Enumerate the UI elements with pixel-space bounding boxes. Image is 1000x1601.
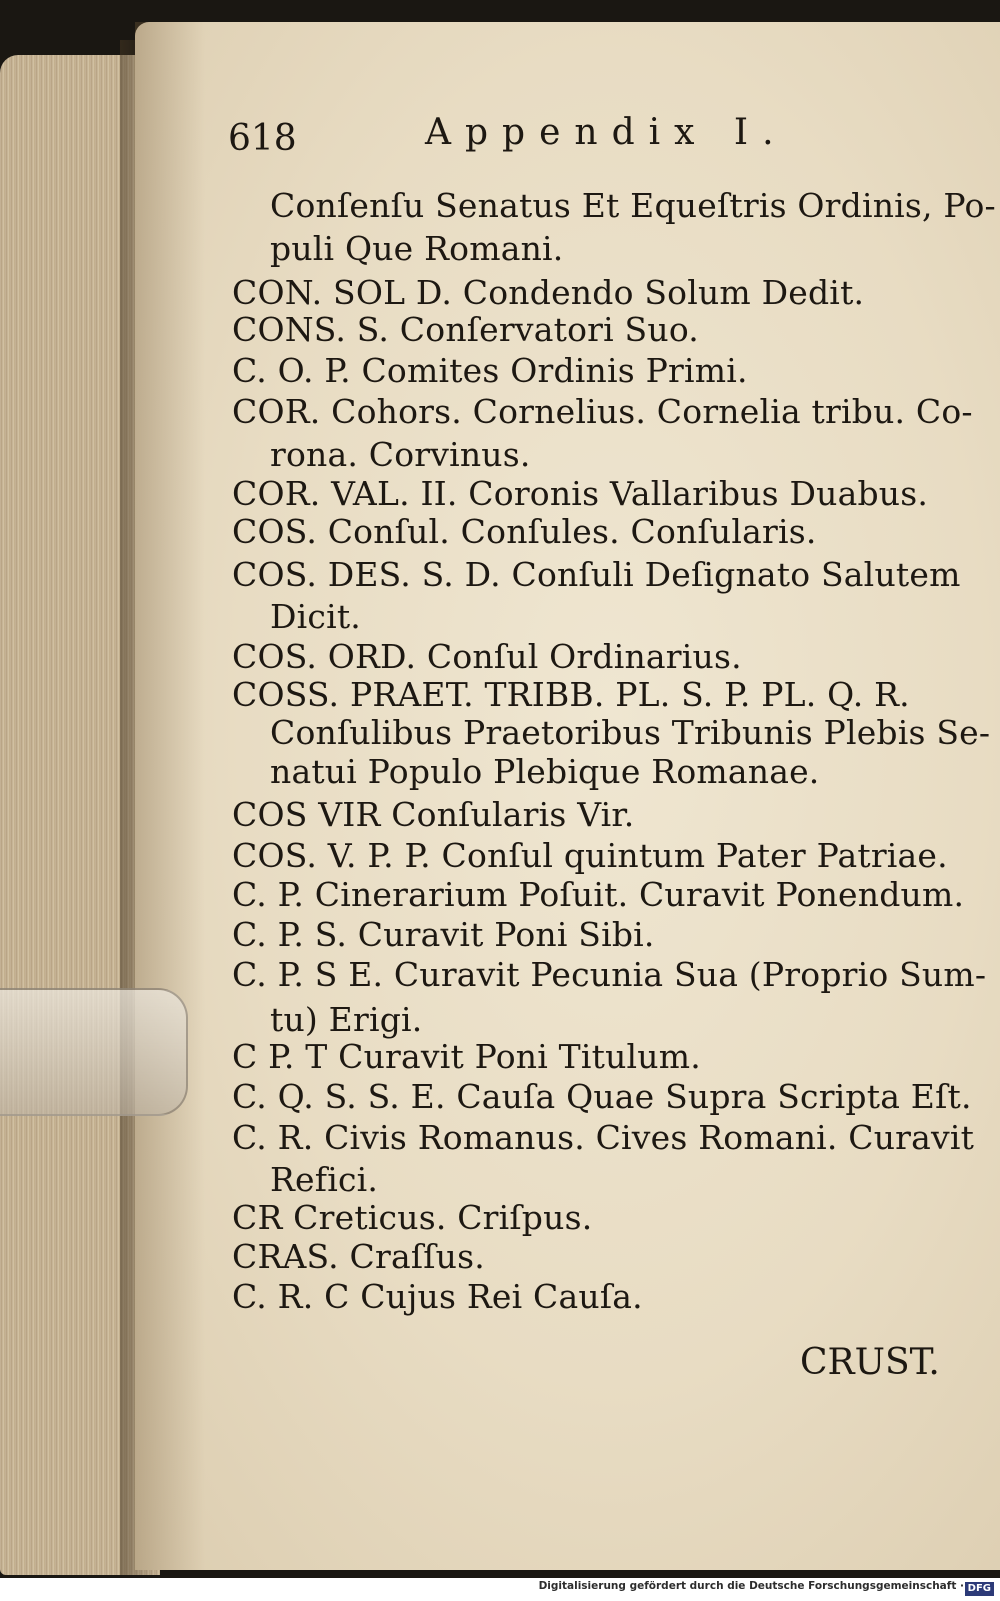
text-line: COR. VAL. II. Coronis Vallaribus Duabus.	[232, 474, 929, 513]
running-head: Appendix I.	[425, 112, 788, 153]
text-line: COS. DES. S. D. Conſuli Deſignato Salutem	[232, 555, 961, 594]
text-line: C. R. Civis Romanus. Cives Romani. Curavit	[232, 1118, 975, 1157]
catchword: CRUST.	[800, 1342, 940, 1383]
text-line: C. R. C Cujus Rei Cauſa.	[232, 1277, 643, 1316]
text-line: C. P. Cinerarium Poſuit. Curavit Ponendum.	[232, 875, 965, 914]
text-line: COS. Conſul. Conſules. Conſularis.	[232, 512, 817, 551]
text-line: Conſenſu Senatus Et Equeſtris Ordinis, Po-	[270, 186, 996, 225]
text-line: C P. T Curavit Poni Titulum.	[232, 1037, 701, 1076]
text-line: Dicit.	[270, 597, 361, 636]
text-line: COR. Cohors. Cornelius. Cornelia tribu. Co-	[232, 392, 973, 431]
text-line: puli Que Romani.	[270, 229, 564, 268]
text-line: CONS. S. Conſervatori Suo.	[232, 310, 699, 349]
dfg-logo: DFG	[965, 1582, 994, 1596]
text-line: C. Q. S. S. E. Cauſa Quae Supra Scripta Eſt.	[232, 1077, 972, 1116]
text-line: C. O. P. Comites Ordinis Primi.	[232, 351, 748, 390]
text-line: rona. Corvinus.	[270, 435, 531, 474]
text-line: tu) Erigi.	[270, 1000, 423, 1039]
text-line: COS. ORD. Conſul Ordinarius.	[232, 637, 742, 676]
page-number: 618	[228, 118, 297, 159]
text-line: COS VIR Conſularis Vir.	[232, 795, 635, 834]
footer-credit: Digitalisierung gefördert durch die Deutsche Forschungsgemeinschaft ·	[538, 1580, 964, 1592]
text-line: CR Creticus. Criſpus.	[232, 1198, 593, 1237]
text-line: C. P. S E. Curavit Pecunia Sua (Proprio Sum-	[232, 955, 987, 994]
text-line: COS. V. P. P. Conſul quintum Pater Patriae.	[232, 836, 948, 875]
text-line: Conſulibus Praetoribus Tribunis Plebis Se-	[270, 713, 991, 752]
text-line: CRAS. Craſſus.	[232, 1237, 485, 1276]
text-line: CON. SOL D. Condendo Solum Dedit.	[232, 273, 865, 312]
text-line: natui Populo Plebique Romanae.	[270, 752, 820, 791]
text-line: Refici.	[270, 1160, 379, 1199]
text-line: C. P. S. Curavit Poni Sibi.	[232, 915, 655, 954]
text-line: COSS. PRAET. TRIBB. PL. S. P. PL. Q. R.	[232, 675, 910, 714]
